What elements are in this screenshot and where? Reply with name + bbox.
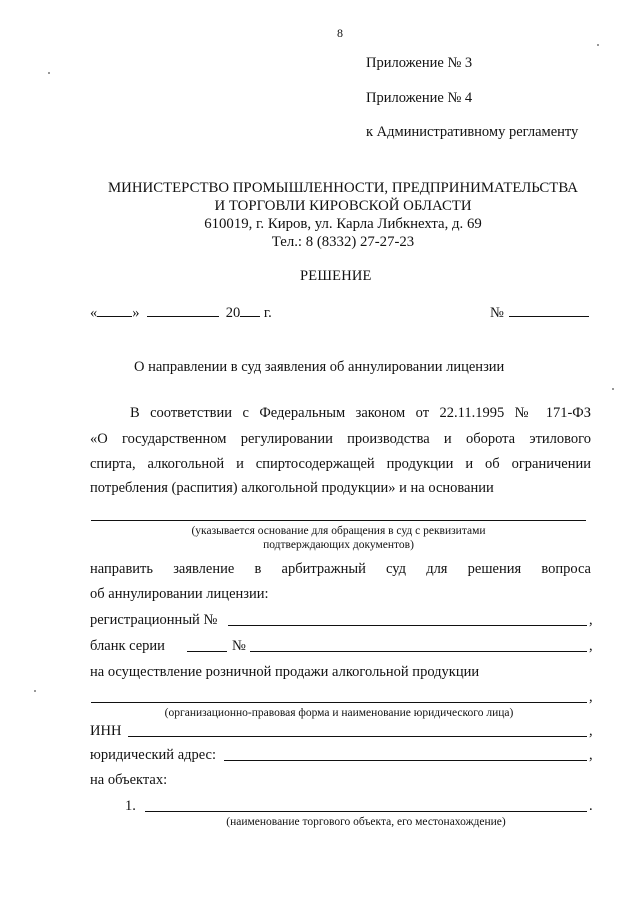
paragraph-line-3: спирта, алкогольной и спиртосодержащей продукции и об ограничении	[90, 456, 591, 472]
scan-speck	[48, 72, 50, 74]
regulation-reference: к Административному регламенту	[366, 124, 579, 140]
date-row	[90, 304, 272, 322]
legal-entity-field[interactable]	[91, 702, 587, 703]
blank-series-label: бланк серии	[90, 638, 165, 654]
month-field[interactable]	[147, 304, 219, 317]
comma: ,	[589, 638, 593, 654]
paragraph-line-4: потребления (распития) алкогольной продукции» и на основании	[90, 480, 494, 496]
ministry-address: 610019, г. Киров, ул. Карла Либкнехта, д. 69	[204, 216, 482, 232]
blank-number-field[interactable]	[250, 651, 587, 652]
year-prefix: 20	[225, 305, 241, 321]
appendix-4-label: Приложение № 4	[366, 90, 473, 106]
year-field[interactable]	[240, 304, 260, 317]
comma: ,	[589, 612, 593, 628]
blank-number-label: №	[232, 638, 246, 654]
document-title: РЕШЕНИЕ	[300, 268, 372, 284]
decision-number-label: №	[490, 305, 504, 321]
blank-series-field[interactable]	[187, 651, 227, 652]
trade-object-caption: (наименование торгового объекта, его местонахождение)	[226, 816, 506, 828]
period: .	[589, 798, 593, 814]
appendix-3-label: Приложение № 3	[366, 55, 473, 71]
year-suffix: г.	[263, 305, 272, 321]
scan-speck	[34, 690, 36, 692]
legal-entity-caption: (организационно-правовая форма и наименование юридического лица)	[164, 707, 514, 719]
decision-number-field[interactable]	[509, 304, 589, 317]
objects-label: на объектах:	[90, 772, 168, 788]
decision-number-row	[490, 304, 589, 322]
ministry-name-line2: И ТОРГОВЛИ КИРОВСКОЙ ОБЛАСТИ	[214, 198, 472, 214]
ministry-phone: Тел.: 8 (8332) 27-27-23	[271, 234, 415, 250]
trade-object-field[interactable]	[145, 811, 587, 812]
decision-subject: О направлении в суд заявления об аннулировании лицензии	[134, 359, 505, 375]
retail-sale-line: на осуществление розничной продажи алкогольной продукции	[90, 664, 480, 680]
scan-speck	[612, 388, 614, 390]
registration-number-field[interactable]	[228, 625, 587, 626]
comma: ,	[589, 747, 593, 763]
legal-address-label: юридический адрес:	[90, 747, 217, 763]
registration-number-label: регистрационный №	[90, 612, 218, 628]
basis-caption-line1: (указывается основание для обращения в суд с реквизитами	[191, 525, 486, 537]
basis-field[interactable]	[91, 520, 586, 521]
object-item-number: 1.	[125, 798, 136, 814]
date-open-quote: «	[90, 305, 98, 321]
basis-caption-line2: подтверждающих документов)	[263, 539, 414, 551]
inn-label: ИНН	[90, 723, 122, 739]
comma: ,	[589, 723, 593, 739]
paragraph-line-1: В соответствии с Федеральным законом от 22.11.1995 № 171-ФЗ	[130, 405, 591, 421]
send-to-court-line: направить заявление в арбитражный суд для решения вопроса	[90, 561, 591, 577]
license-cancellation-line: об аннулировании лицензии:	[90, 586, 269, 602]
inn-field[interactable]	[128, 736, 587, 737]
paragraph-line-2: «О государственном регулировании производства и оборота этилового	[90, 431, 591, 447]
ministry-name-line1: МИНИСТЕРСТВО ПРОМЫШЛЕННОСТИ, ПРЕДПРИНИМАТЕЛЬСТВА	[108, 180, 578, 196]
legal-address-field[interactable]	[224, 760, 587, 761]
date-close-quote: »	[132, 305, 140, 321]
day-field[interactable]	[97, 304, 132, 317]
page-number: 8	[337, 26, 343, 40]
scan-speck	[597, 44, 599, 46]
comma: ,	[589, 689, 593, 705]
